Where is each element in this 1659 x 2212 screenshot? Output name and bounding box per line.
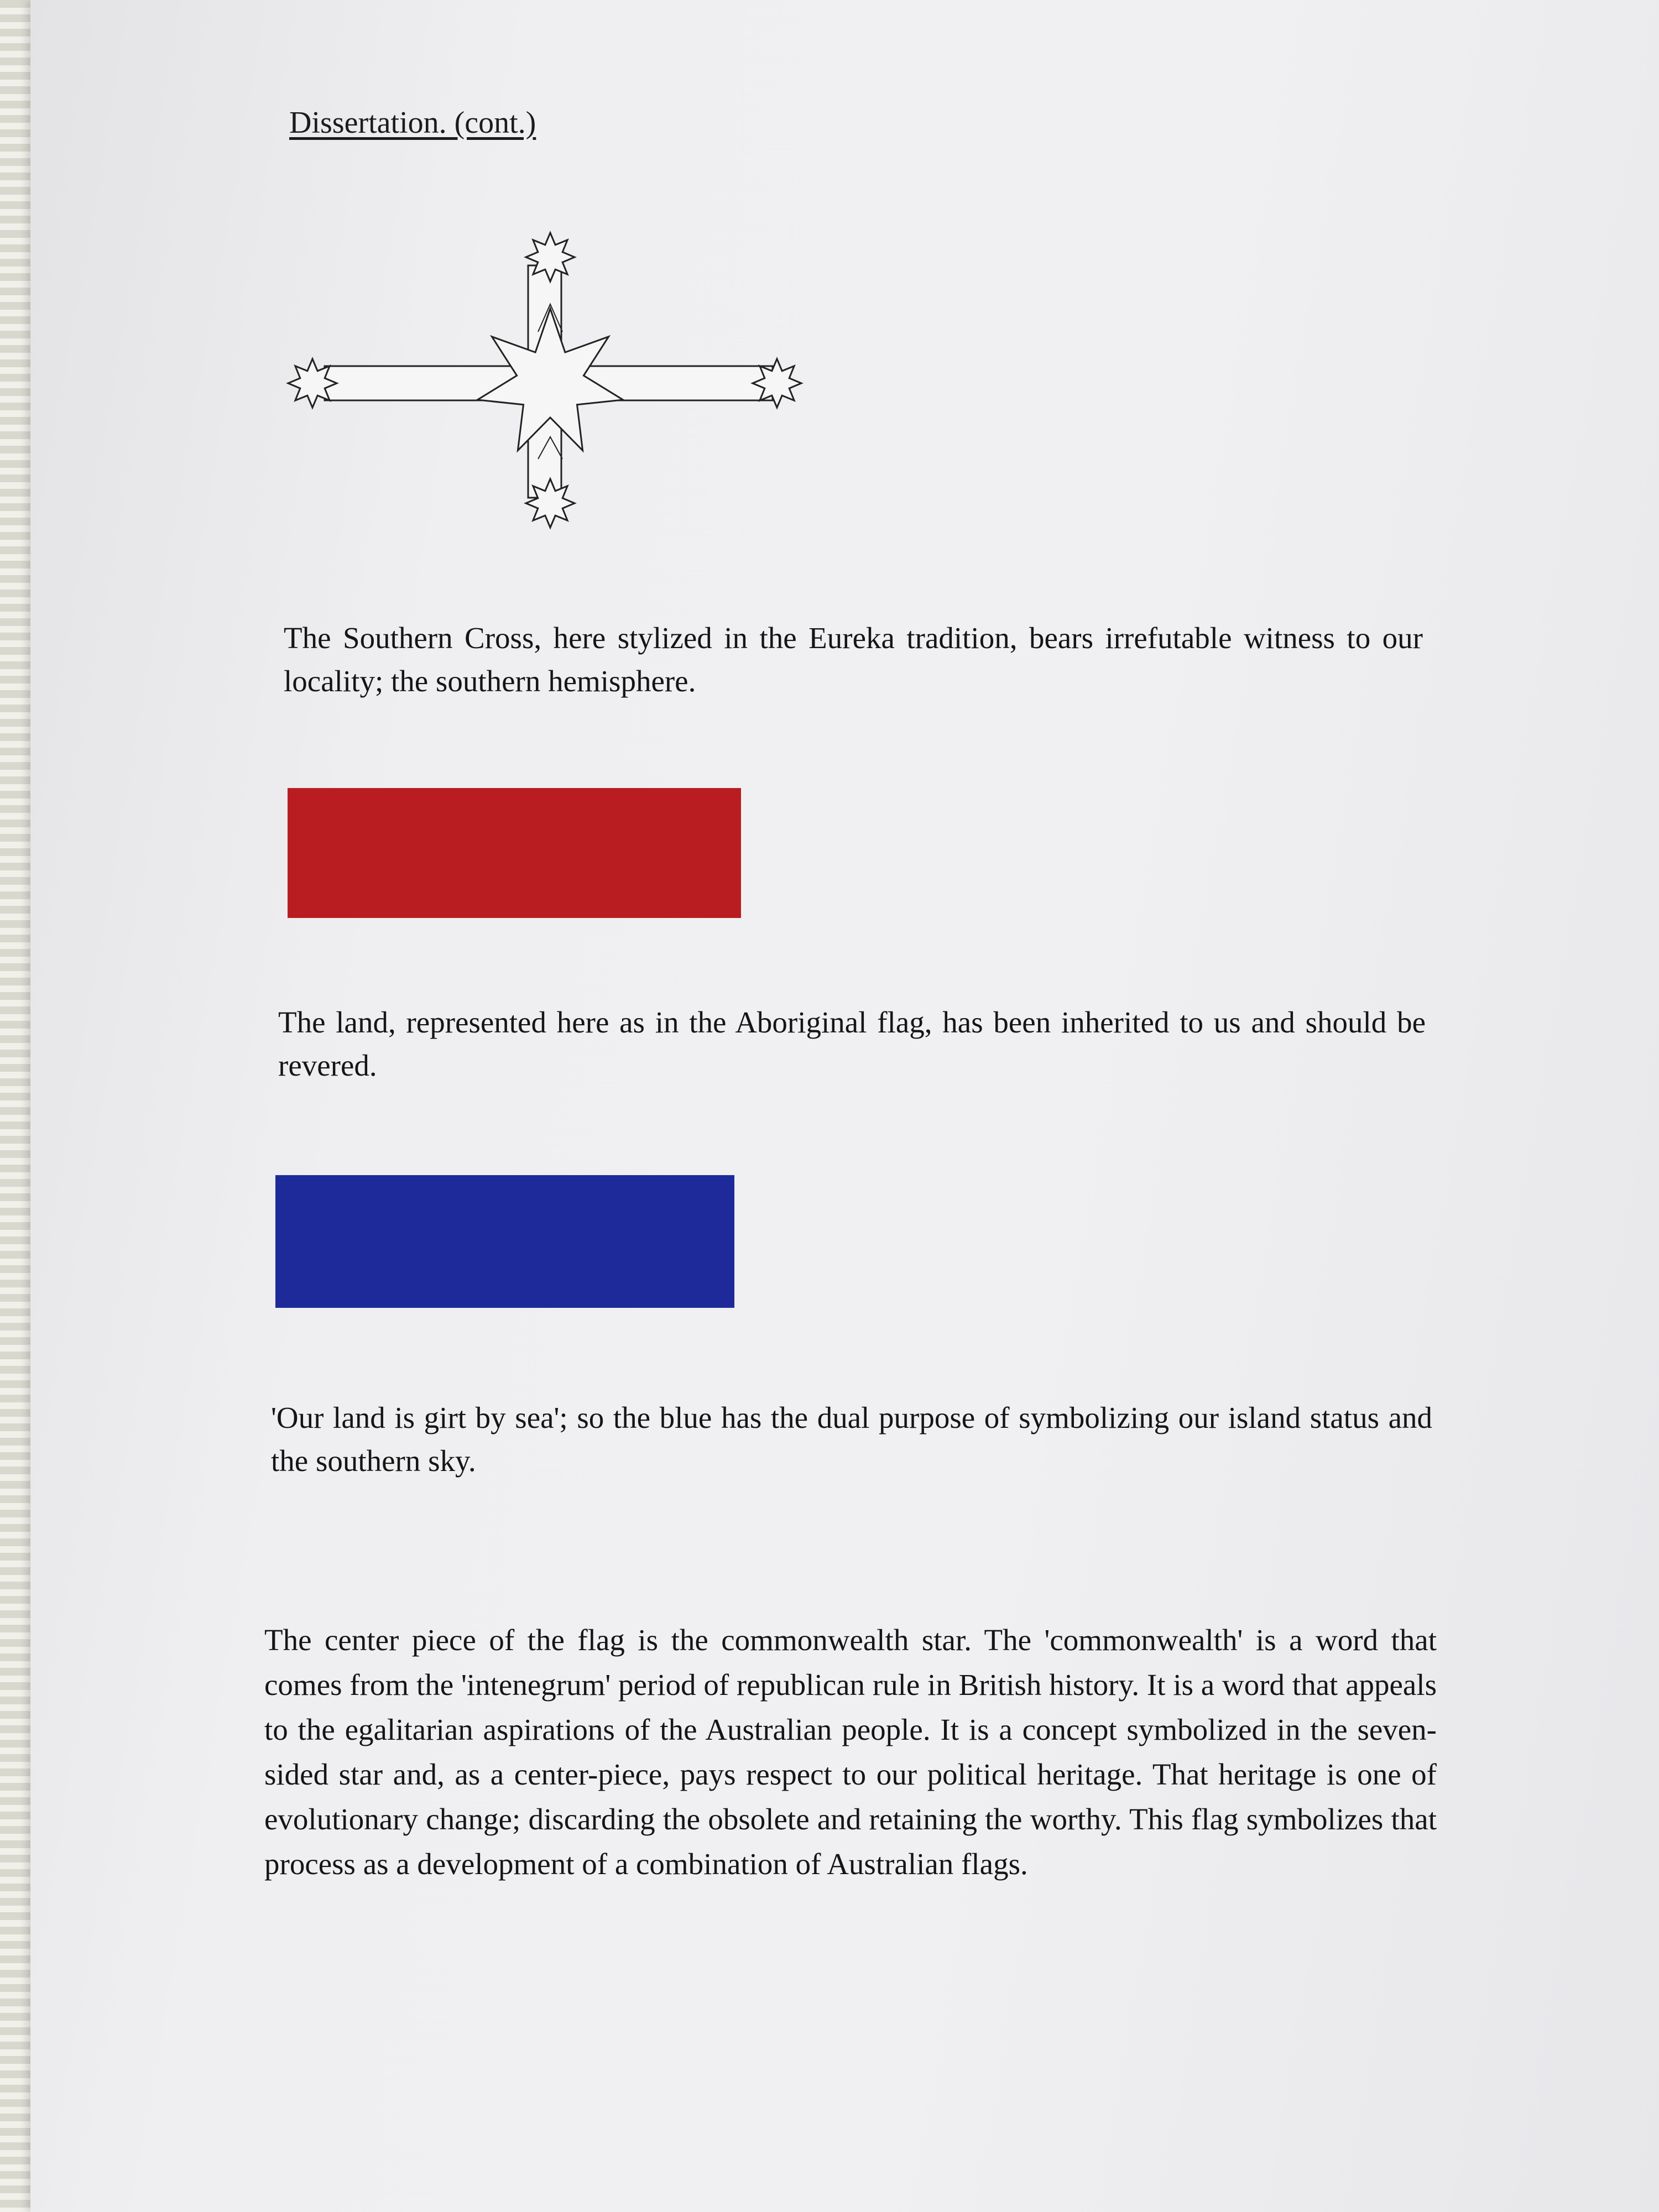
red-land-swatch xyxy=(288,788,741,918)
southern-cross-paragraph: The Southern Cross, here stylized in the Eureka tradition, bears irrefutable witness to our locality; the southern hemisphere. xyxy=(284,621,1423,698)
page-heading: Dissertation. (cont.) xyxy=(289,106,536,140)
commonwealth-paragraph: The center piece of the flag is the commonwealth star. The 'commonwealth' is a word that comes from the 'intenegrum' period of republican rule in British history. It is a word that appeals to the egalitarian aspirations of the Australian people. It is a concept symbolized in the seven-sided star and, as a center-piece, pays respect to our political heritage. That heritage is one of evolutionary change; discarding the obsolete and retaining the worthy. This flag symbolizes that process as a development of a combination of Australian flags. xyxy=(264,1623,1437,1881)
blue-sea-swatch xyxy=(275,1175,734,1308)
sea-paragraph: 'Our land is girt by sea'; so the blue has the dual purpose of symbolizing our island status and the southern sky. xyxy=(271,1401,1432,1478)
land-paragraph: The land, represented here as in the Aboriginal flag, has been inherited to us and should be revered. xyxy=(278,1005,1426,1082)
eureka-southern-cross-icon xyxy=(279,221,821,547)
